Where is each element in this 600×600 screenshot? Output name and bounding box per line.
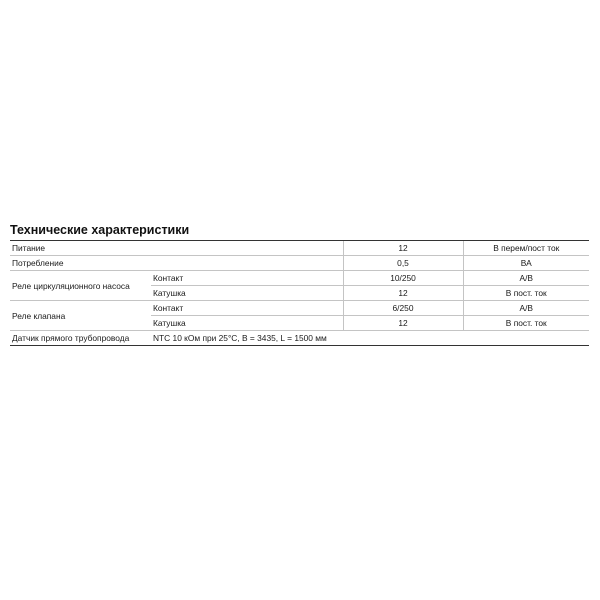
table-row: [10, 241, 589, 256]
row-unit-supply: В перем/пост ток: [463, 241, 589, 256]
row-value-valve-contact: 6/250: [343, 301, 463, 316]
row-label-supply: Питание: [10, 241, 343, 256]
row-unit-pump-coil: В пост. ток: [463, 286, 589, 301]
row-label-valve-relay: Реле клапана: [10, 301, 151, 331]
table-row: [10, 331, 589, 346]
row-unit-consumption: ВА: [463, 256, 589, 271]
row-sublabel-valve-contact: Контакт: [151, 301, 343, 316]
row-value-pump-contact: 10/250: [343, 271, 463, 286]
row-value-pump-coil: 12: [343, 286, 463, 301]
row-value-consumption: 0,5: [343, 256, 463, 271]
row-label-pump-relay: Реле циркуляционного насоса: [10, 271, 151, 301]
page-title: Технические характеристики: [10, 223, 190, 237]
row-unit-pump-contact: A/B: [463, 271, 589, 286]
row-sublabel-pump-contact: Контакт: [151, 271, 343, 286]
table-row: [10, 271, 589, 286]
row-value-sensor: NTC 10 кОм при 25°C, B = 3435, L = 1500 мм: [151, 331, 589, 346]
row-label-sensor: Датчик прямого трубопровода: [10, 331, 151, 346]
table-row: [10, 301, 589, 316]
table-row: [10, 256, 589, 271]
row-unit-valve-contact: A/B: [463, 301, 589, 316]
row-unit-valve-coil: В пост. ток: [463, 316, 589, 331]
specs-table: [10, 240, 589, 346]
row-value-supply: 12: [343, 241, 463, 256]
row-sublabel-pump-coil: Катушка: [151, 286, 343, 301]
row-sublabel-valve-coil: Катушка: [151, 316, 343, 331]
row-label-consumption: Потребление: [10, 256, 343, 271]
row-value-valve-coil: 12: [343, 316, 463, 331]
